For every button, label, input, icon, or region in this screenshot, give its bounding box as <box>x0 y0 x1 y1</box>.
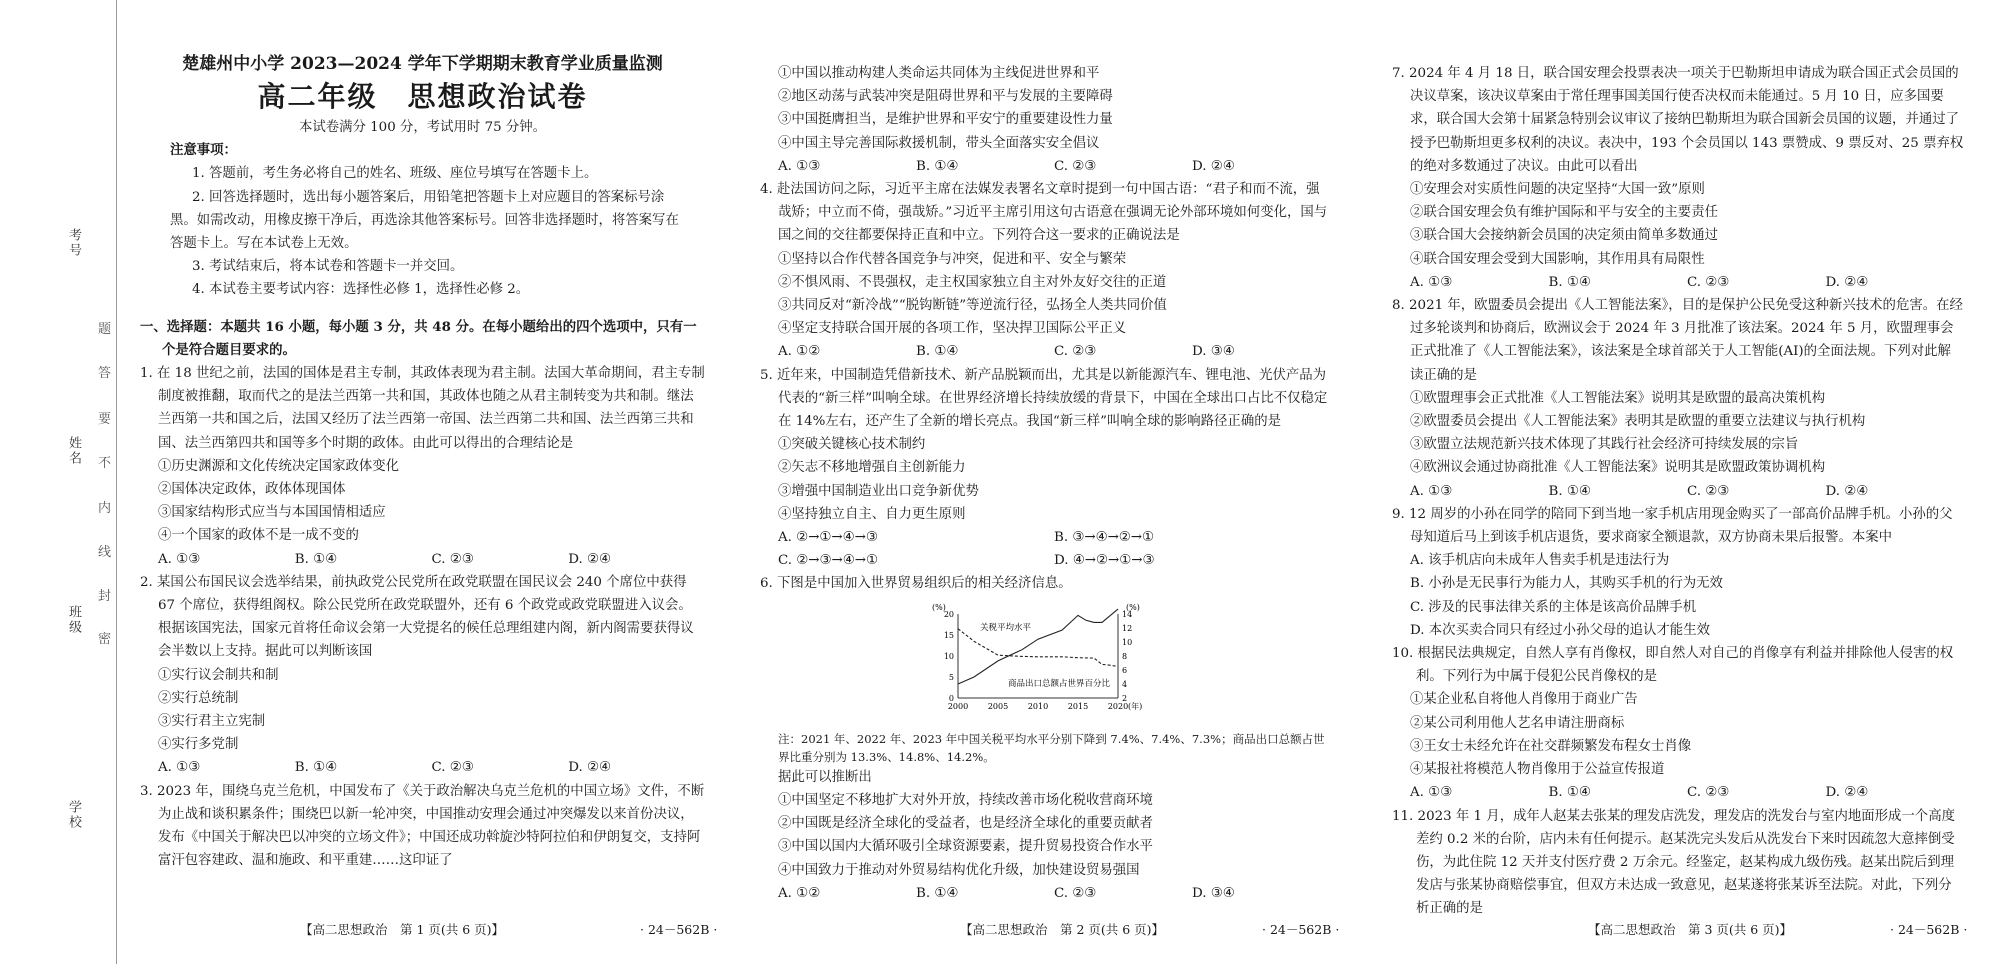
q3-choices <box>760 155 1330 178</box>
q8-option: ②欧盟委员会提出《人工智能法案》表明其是欧盟的重要立法建议与执行机构 <box>1410 414 1866 430</box>
question-7: 7. 2024 年 4 月 18 日，联合国安理会投票表决一项关于巴勒斯坦申请成为联合国正式会员国的决议草案，该决议草案由于常任理事国美国行使否决权而未能通过。5 月 10 日，应多国要求，联合国大会第十届紧急特别会议审议了接纳巴勒斯坦为联合国新会员国的议题，并通过了授予巴勒斯坦更多权利的决议。表决中，193 个会员国以 143 票赞成、9 票反对、25 票弃权的绝对多数通过了决议。由此可以看出 <box>1392 66 1964 174</box>
label-class: 班级 <box>66 605 81 635</box>
left-tick-label: 10 <box>943 651 954 661</box>
q5-choices-row2 <box>760 549 1330 572</box>
right-tick-label: 14 <box>1122 609 1133 619</box>
choice-a[interactable]: A. ①③ <box>158 551 201 567</box>
q8-option: ①欧盟理事会正式批准《人工智能法案》说明其是欧盟的最高决策机构 <box>1410 390 1826 406</box>
q9-option[interactable]: A. 该手机店向未成年人售卖手机是违法行为 <box>1410 553 1670 569</box>
series-label: 商品出口总额占世界百分比 <box>1008 678 1111 689</box>
q3-option: ①中国以推动构建人类命运共同体为主线促进世界和平 <box>778 66 1100 81</box>
seal-char: 线 <box>98 545 112 560</box>
x-tick-label: 2015 <box>1067 701 1089 711</box>
page-3-code: · 24－562B · <box>1890 922 1968 937</box>
notice-item: 答题卡上。写在本试卷上无效。 <box>170 236 358 252</box>
q5-option: ④坚持独立自主、自力更生原则 <box>778 506 966 522</box>
q9-option[interactable]: C. 涉及的民事法律关系的主体是该高价品牌手机 <box>1410 599 1697 615</box>
q1-option: ④一个国家的政体不是一成不变的 <box>158 528 359 544</box>
choice-b[interactable]: B. ③→④→②→① <box>1054 530 1155 546</box>
q1-option: ②国体决定政体，政体体现国体 <box>158 482 346 498</box>
page-2-code: · 24－562B · <box>1262 922 1340 937</box>
q10-option: ④某报社将模范人物肖像用于公益宣传报道 <box>1410 762 1665 778</box>
q3-option: ④中国主导完善国际救援机制，带头全面落实安全倡议 <box>778 135 1100 151</box>
question-9: 9. 12 周岁的小孙在同学的陪同下到当地一家手机店用现金购买了一部高价品牌手机。小孙的父母知道后马上到该手机店退货，要求商家全额退款，双方协商未果后报警。本案中 <box>1392 506 1953 546</box>
notice-item: 4. 本试卷主要考试内容：选择性必修 1，选择性必修 2。 <box>192 282 530 298</box>
exam-title: 高二年级 思想政治试卷 <box>257 80 588 113</box>
series-line-2 <box>958 609 1118 684</box>
question-5: 5. 近年来，中国制造凭借新技术、新产品脱颖而出，尤其是以新能源汽车、锂电池、光伏产品为代表的“新三样”叫响全球。在世界经济增长持续放缓的背景下，中国在全球出口占比不仅稳定在 14%左右，还产生了全新的增长亮点。我国“新三样”叫响全球的影响路径正确的是 <box>760 367 1328 430</box>
x-tick-label: 2020 <box>1107 701 1129 711</box>
right-tick-label: 4 <box>1122 679 1128 689</box>
right-tick-label: 8 <box>1122 651 1128 661</box>
choice-c[interactable]: C. ②③ <box>431 551 474 567</box>
question-2: 2. 某国公布国民议会选举结果，前执政党公民党所在政党联盟在国民议会 240 个席位中获得 67 个席位，获得组阁权。除公民党所在政党联盟外，还有 6 个政党或政党联盟进入议会。根据该国宪法，国家元首将任命议会第一大党提名的候任总理组建内阁，新内阁需要获得议会半数以上支持。据此可以判断该国 <box>140 574 694 660</box>
q3-option: ②地区动荡与武装冲突是阻碍世界和平与发展的主要障碍 <box>778 89 1113 105</box>
choice-d[interactable]: D. ②④ <box>1192 158 1235 174</box>
notice-item: 黑。如需改动，用橡皮擦干净后，再选涂其他答案标号。回答非选择题时，将答案写在 <box>170 212 679 228</box>
q5-option: ②矢志不移地增强自主创新能力 <box>778 460 966 476</box>
q1-choices <box>140 548 705 571</box>
q4-option: ④坚定支持联合国开展的各项工作，坚决捍卫国际公平正义 <box>778 321 1127 337</box>
page-2 <box>760 62 1330 905</box>
choice-b[interactable]: B. ①④ <box>1548 274 1591 290</box>
q5-option: ①突破关键核心技术制约 <box>778 437 926 453</box>
choice-b[interactable]: B. ①④ <box>1548 483 1591 499</box>
choice-a[interactable]: A. ①③ <box>1410 274 1453 290</box>
label-name: 姓名 <box>66 436 81 466</box>
choice-b[interactable]: B. ①④ <box>916 344 959 360</box>
choice-a[interactable]: A. ①② <box>778 885 821 901</box>
choice-c[interactable]: C. ②③ <box>1054 344 1097 360</box>
wto-chart <box>930 600 1160 718</box>
choice-d[interactable]: D. ②④ <box>1825 785 1869 801</box>
binding-margin <box>56 0 116 964</box>
label-school: 学校 <box>66 800 81 830</box>
left-tick-label: 15 <box>943 630 954 640</box>
choice-d[interactable]: D. ②④ <box>568 551 612 567</box>
left-tick-label: 5 <box>948 672 954 682</box>
q7-choices <box>1392 271 1964 294</box>
x-tick-label: 2005 <box>987 701 1009 711</box>
choice-c[interactable]: C. ②③ <box>1687 274 1730 290</box>
seal-char: 内 <box>98 501 112 516</box>
choice-a[interactable]: A. ①② <box>778 344 821 360</box>
seal-char: 题 <box>98 322 112 337</box>
q2-option: ③实行君主立宪制 <box>158 714 266 730</box>
q7-option: ④联合国安理会受到大国影响，其作用具有局限性 <box>1410 251 1705 267</box>
choice-c[interactable]: C. ②③ <box>431 760 474 776</box>
choice-d[interactable]: D. ③④ <box>1192 344 1235 360</box>
section-heading: 一、选择题：本题共 16 小题，每小题 3 分，共 48 分。在每小题给出的四个选项中，只有一个是符合题目要求的。 <box>140 318 697 358</box>
q2-option: ④实行多党制 <box>158 737 239 753</box>
series-label: 关税平均水平 <box>980 622 1032 633</box>
q4-option: ③共同反对“新冷战”“脱钩断链”等逆流行径，弘扬全人类共同价值 <box>778 298 1167 314</box>
choice-c[interactable]: C. ②③ <box>1687 483 1730 499</box>
q9-option[interactable]: B. 小孙是无民事行为能力人，其购买手机的行为无效 <box>1410 576 1723 592</box>
q8-option: ③欧盟立法规范新兴技术体现了其践行社会经济可持续发展的宗旨 <box>1410 437 1799 453</box>
page-1-code: · 24－562B · <box>640 922 718 937</box>
q2-option: ①实行议会制共和制 <box>158 667 279 683</box>
q6-lead: 据此可以推断出 <box>778 769 872 785</box>
seal-char: 封 <box>98 589 112 604</box>
q7-option: ③联合国大会接纳新会员国的决定须由简单多数通过 <box>1410 228 1718 244</box>
series-line-1 <box>958 628 1118 666</box>
chart-note: 注：2021 年、2022 年、2023 年中国关税平均水平分别下降到 7.4%、7.4%、7.3%；商品出口总额占世界比重分别为 13.3%、14.8%、14.2%。 <box>778 731 1325 764</box>
q6-option: ①中国坚定不移地扩大对外开放，持续改善市场化税收营商环境 <box>778 793 1153 809</box>
choice-c[interactable]: C. ②③ <box>1687 785 1730 801</box>
chart-container <box>760 600 1330 726</box>
choice-d[interactable]: D. ④→②→①→③ <box>1054 553 1155 569</box>
q7-option: ②联合国安理会负有维护国际和平与安全的主要责任 <box>1410 205 1718 221</box>
choice-c[interactable]: C. ②③ <box>1054 885 1097 901</box>
left-tick-label: 20 <box>943 609 954 619</box>
x-tick-label: 2000 <box>947 701 969 711</box>
q1-option: ③国家结构形式应当与本国国情相适应 <box>158 505 386 521</box>
choice-d[interactable]: D. ②④ <box>568 760 612 776</box>
q6-option: ②中国既是经济全球化的受益者，也是经济全球化的重要贡献者 <box>778 816 1153 832</box>
choice-b[interactable]: B. ①④ <box>916 158 959 174</box>
q8-option: ④欧洲议会通过协商批准《人工智能法案》说明其是欧盟政策协调机构 <box>1410 460 1826 476</box>
page-1-footer: 【高二思想政治 第 1 页(共 6 页)】 <box>300 922 505 937</box>
x-tick-label: 2010 <box>1027 701 1049 711</box>
choice-c[interactable]: C. ②→③→④→① <box>778 553 878 569</box>
choice-b[interactable]: B. ①④ <box>1548 785 1591 801</box>
q2-option: ②实行总统制 <box>158 690 239 706</box>
choice-d[interactable]: D. ③④ <box>1192 885 1235 901</box>
q2-choices <box>140 756 705 779</box>
left-tick-label: 0 <box>948 693 954 703</box>
q3-option: ③中国挺膺担当，是维护世界和平安宁的重要建设性力量 <box>778 112 1113 128</box>
choice-b[interactable]: B. ①④ <box>916 885 959 901</box>
right-tick-label: 2 <box>1122 693 1128 703</box>
right-unit-label: (%) <box>1126 602 1140 612</box>
page-3 <box>1392 62 1964 921</box>
q6-choices <box>760 882 1330 905</box>
right-tick-label: 10 <box>1122 637 1133 647</box>
notice-item: 2. 回答选择题时，选出每小题答案后，用铅笔把答题卡上对应题目的答案标号涂 <box>192 189 665 205</box>
q6-option: ④中国致力于推动对外贸易结构优化升级，加快建设贸易强国 <box>778 862 1140 878</box>
notice-item: 1. 答题前，考生务必将自己的姓名、班级、座位号填写在答题卡上。 <box>192 166 598 182</box>
q4-option: ②不惧风雨、不畏强权，走主权国家独立自主对外友好交往的正道 <box>778 274 1167 290</box>
q4-option: ①坚持以合作代替各国竞争与冲突，促进和平、安全与繁荣 <box>778 251 1127 267</box>
left-unit-label: (%) <box>932 602 946 612</box>
q5-option: ③增强中国制造业出口竞争新优势 <box>778 483 979 499</box>
q10-choices <box>1392 781 1964 804</box>
q5-choices-row1 <box>760 526 1330 549</box>
page-2-footer: 【高二思想政治 第 2 页(共 6 页)】 <box>960 922 1165 937</box>
exam-intro: 本试卷满分 100 分，考试用时 75 分钟。 <box>298 120 547 135</box>
question-11: 11. 2023 年 1 月，成年人赵某去张某的理发店洗发，理发店的洗发台与室内地面形成一个高度差约 0.2 米的台阶，店内未有任何提示。赵某洗完头发后从洗发台下来时因疏忽大意摔倒受伤，为此住院 12 天并支付医疗费 2 万余元。经鉴定，赵某构成九级伤残。赵某出院后到理发店与张某协商赔偿事宜，但双方未达成一致意见，赵某遂将张某诉至法院。对此，下列分析正确的是 <box>1392 808 1955 917</box>
label-exam-number: 考号 <box>66 228 81 258</box>
q10-option: ③王女士未经允许在社交群频繁发布程女士肖像 <box>1410 738 1692 754</box>
notice-title: 注意事项： <box>170 142 237 159</box>
choice-b[interactable]: B. ①④ <box>294 760 338 776</box>
q10-option: ①某企业私自将他人肖像用于商业广告 <box>1410 692 1638 708</box>
question-1: 1. 在 18 世纪之前，法国的国体是君主专制，其政体表现为君主制。法国大革命期间，君主专制制度被推翻，取而代之的是法兰西第一共和国，其政体也随之从君主制转变为共和制。继法兰西第一共和国之后，法国又经历了法兰西第一帝国、法兰西第二共和国、法兰西第三共和国、法兰西第四共和国等多个时期的政体。由此可以得出的合理结论是 <box>140 366 705 451</box>
seal-char: 答 <box>98 366 112 381</box>
seal-char: 不 <box>98 456 112 471</box>
right-tick-label: 6 <box>1122 665 1128 675</box>
q1-option: ①历史渊源和文化传统决定国家政体变化 <box>158 458 400 474</box>
notice-item: 3. 考试结束后，将本试卷和答题卡一并交回。 <box>192 259 464 275</box>
seal-char: 密 <box>98 632 112 647</box>
choice-a[interactable]: A. ①③ <box>158 760 201 776</box>
choice-d[interactable]: D. ②④ <box>1825 483 1869 499</box>
binding-line <box>116 0 117 964</box>
q6-option: ③中国以国内大循环吸引全球资源要素，提升贸易投资合作水平 <box>778 839 1153 855</box>
choice-b[interactable]: B. ①④ <box>294 551 338 567</box>
choice-c[interactable]: C. ②③ <box>1054 158 1097 174</box>
choice-d[interactable]: D. ②④ <box>1825 274 1869 290</box>
q4-choices <box>760 340 1330 363</box>
choice-a[interactable]: A. ①③ <box>1410 483 1453 499</box>
choice-a[interactable]: A. ②→①→④→③ <box>778 530 878 546</box>
q10-option: ②某公司利用他人艺名申请注册商标 <box>1410 715 1625 731</box>
x-axis-unit: (年) <box>1128 701 1143 711</box>
question-10: 10. 根据民法典规定，自然人享有肖像权，即自然人对自己的肖像享有利益并排除他人侵害的权利。下列行为中属于侵犯公民肖像权的是 <box>1392 646 1954 685</box>
exam-header: 楚雄州中小学 2023—2024 学年下学期期末教育学业质量监测 <box>182 54 663 74</box>
choice-a[interactable]: A. ①③ <box>1410 785 1453 801</box>
question-6: 6. 下图是中国加入世界贸易组织后的相关经济信息。 <box>760 576 1072 592</box>
choice-a[interactable]: A. ①③ <box>778 158 821 174</box>
question-4: 4. 赴法国访问之际，习近平主席在法媒发表署名文章时提到一句中国古语：“君子和而不流，强哉矫；中立而不倚，强哉矫。”习近平主席引用这句古语意在强调无论外部环境如何变化，国与国之间的交往都要保持正直和中立。下列符合这一要求的正确说法是 <box>760 182 1328 244</box>
seal-char: 要 <box>98 412 112 427</box>
question-3: 3. 2023 年，围绕乌克兰危机，中国发布了《关于政治解决乌克兰危机的中国立场》文件，不断为止战和谈积累条件；围绕巴以新一轮冲突，中国推动安理会通过冲突爆发以来首份决议，发布《中国关于解决巴以冲突的立场文件》；中国还成功斡旋沙特阿拉伯和伊朗复交，支持阿富汗包容建政、温和施政、和平重建……这印证了 <box>140 783 705 869</box>
q9-option[interactable]: D. 本次买卖合同只有经过小孙父母的追认才能生效 <box>1410 622 1710 638</box>
question-8: 8. 2021 年，欧盟委员会提出《人工智能法案》，目的是保护公民免受这种新兴技术的危害。在经过多轮谈判和协商后，欧洲议会于 2024 年 3 月批准了该法案。2024 年 5 月，欧盟理事会正式批准了《人工智能法案》，该法案是全球首部关于人工智能(AI)的全面法规。下列对此解读正确的是 <box>1392 298 1963 383</box>
q7-option: ①安理会对实质性问题的决定坚持“大国一致”原则 <box>1410 182 1705 198</box>
page-1 <box>140 50 705 873</box>
q8-choices <box>1392 480 1964 503</box>
right-tick-label: 12 <box>1122 623 1133 633</box>
page-3-footer: 【高二思想政治 第 3 页(共 6 页)】 <box>1588 922 1793 937</box>
